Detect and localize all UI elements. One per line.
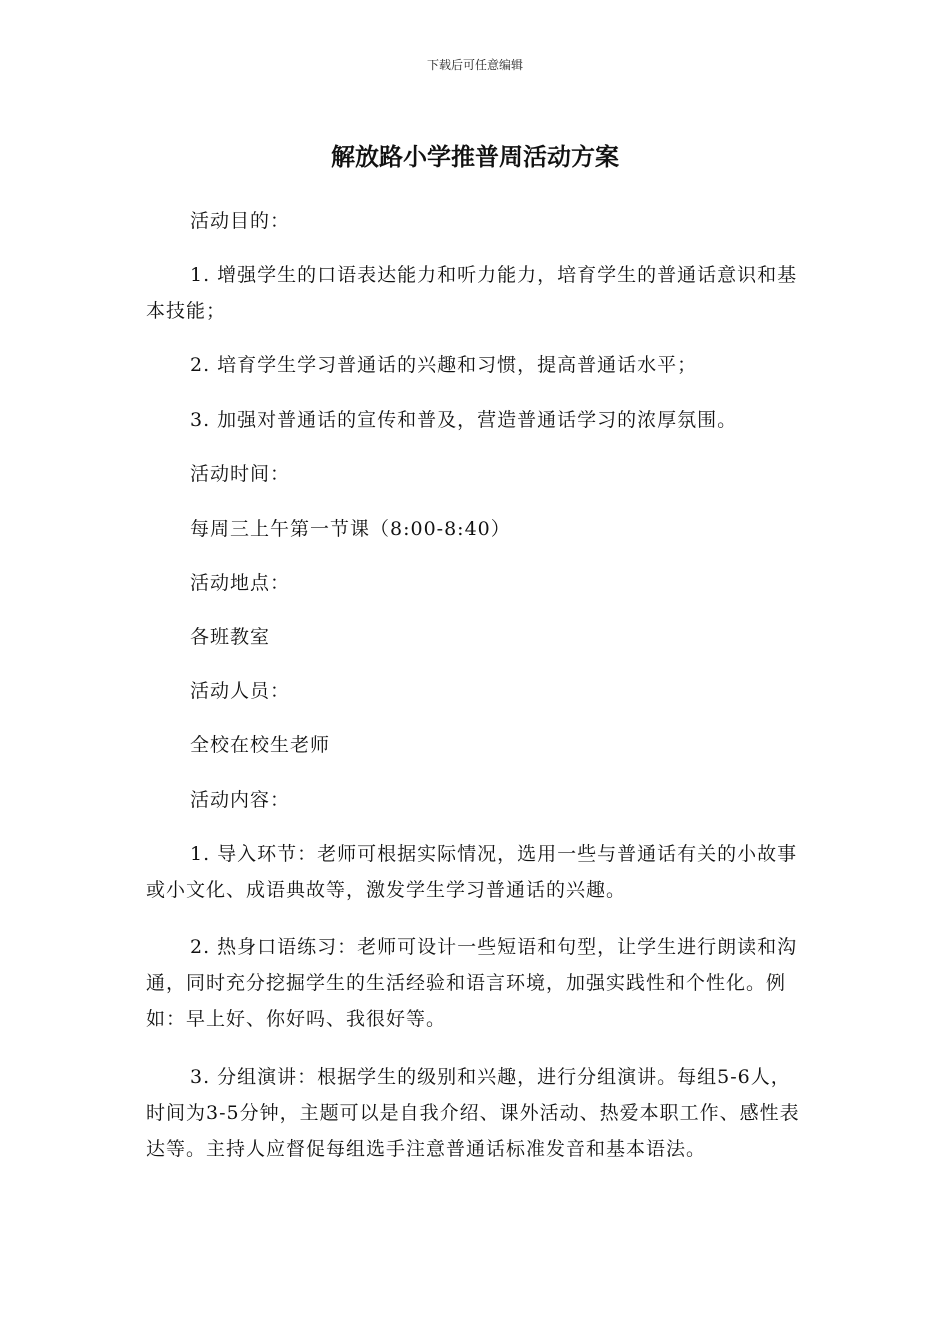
time-value: 每周三上午第一节课（8:00-8:40） <box>190 518 511 540</box>
section-heading-content: 活动内容： <box>190 789 291 811</box>
purpose-item-2: 2. 培育学生学习普通话的兴趣和习惯，提高普通话水平； <box>190 354 698 376</box>
content-item-2: 2. 热身口语练习：老师可设计一些短语和句型，让学生进行朗读和沟通，同时充分挖掘学生的生活经验和语言环境，加强实践性和个性化。例如：早上好、你好吗、我很好等。 <box>146 936 798 1030</box>
header-note: 下载后可任意编辑 <box>426 58 523 72</box>
content-item-1: 1. 导入环节：老师可根据实际情况，选用一些与普通话有关的小故事或小文化、成语典故等，激发学生学习普通话的兴趣。 <box>146 843 798 901</box>
participants-value: 全校在校生老师 <box>190 734 331 756</box>
section-heading-participants: 活动人员： <box>190 680 291 702</box>
content-item-3: 3. 分组演讲：根据学生的级别和兴趣，进行分组演讲。每组5-6人，时间为3-5分钟，主题可以是自我介绍、课外活动、热爱本职工作、感性表达等。主持人应督促每组选手注意普通话标准发音和基本语法。 <box>146 1066 800 1160</box>
purpose-item-1: 1. 增强学生的口语表达能力和听力能力，培育学生的普通话意识和基本技能； <box>146 264 798 322</box>
location-value: 各班教室 <box>190 626 271 648</box>
section-heading-purpose: 活动目的： <box>190 210 291 232</box>
section-heading-time: 活动时间： <box>190 463 291 485</box>
document-title: 解放路小学推普周活动方案 <box>331 143 619 171</box>
section-heading-location: 活动地点： <box>190 572 291 594</box>
purpose-item-3: 3. 加强对普通话的宣传和普及，营造普通话学习的浓厚氛围。 <box>190 409 738 431</box>
